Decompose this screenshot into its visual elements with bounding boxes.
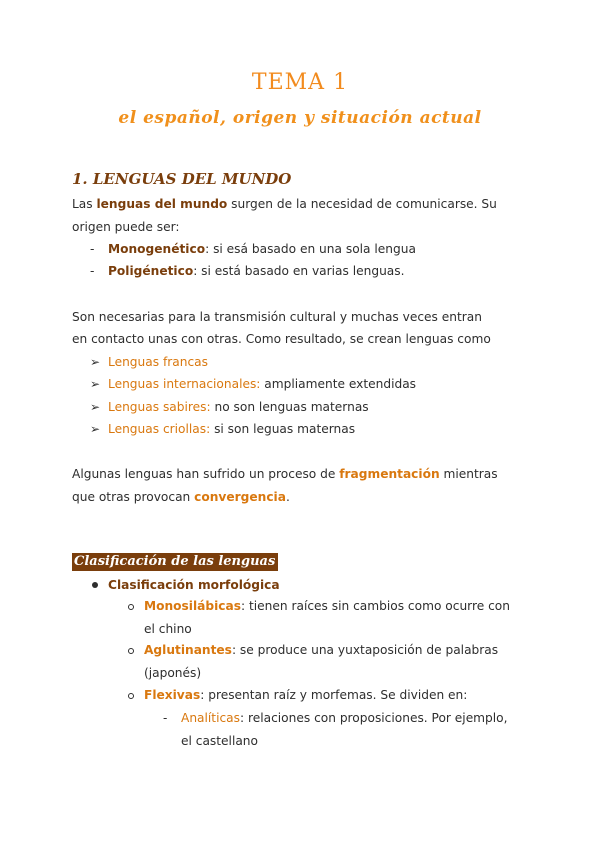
para2-line-2: en contacto unas con otras. Como resultado, se crean lenguas como	[72, 332, 491, 346]
intro-line-2: origen puede ser:	[72, 220, 180, 234]
lang-type-term: Lenguas sabires:	[108, 400, 211, 414]
lang-type-term: Lenguas internacionales:	[108, 377, 261, 391]
section-heading: 1. LENGUAS DEL MUNDO	[72, 170, 292, 188]
list-item	[181, 710, 508, 726]
flex-term: Flexivas	[144, 688, 201, 702]
morphological-term: Clasificación morfológica	[108, 578, 280, 592]
list-item	[144, 598, 510, 614]
para3-text: .	[285, 490, 290, 504]
arrow-bullet: ➢	[90, 355, 101, 369]
dash-bullet: -	[90, 264, 95, 278]
aglu-text: : se produce una yuxtaposición de palabras	[231, 643, 499, 657]
intro-text: surgen de la necesidad de comunicarse. Su	[227, 197, 497, 211]
lang-type-text: si son leguas maternas	[210, 422, 356, 436]
classification-level1	[108, 577, 280, 593]
page-title: TEMA 1	[251, 70, 349, 95]
convergence-term: convergencia	[194, 490, 286, 504]
dash-bullet: -	[163, 711, 168, 725]
arrow-bullet: ➢	[90, 400, 101, 414]
dash-bullet: -	[90, 242, 95, 256]
list-item	[108, 399, 369, 415]
list-item	[108, 354, 208, 370]
intro-text: Las	[72, 197, 97, 211]
origin-term: Monogenético	[108, 242, 206, 256]
list-item	[108, 263, 404, 279]
intro-term: lenguas del mundo	[96, 197, 228, 211]
para3-text: mientras	[439, 467, 498, 481]
lang-type-text: no son lenguas maternas	[210, 400, 369, 414]
hollow-bullet	[128, 693, 134, 699]
para3-line-2	[72, 489, 290, 505]
flex-text: : presentan raíz y morfemas. Se dividen en:	[200, 688, 468, 702]
para3-line-1	[72, 466, 498, 482]
intro-line-1	[72, 196, 497, 212]
aglu-term: Aglutinantes	[144, 643, 232, 657]
anal-text: : relaciones con proposiciones. Por ejemplo,	[240, 711, 508, 725]
fragmentation-term: fragmentación	[339, 467, 440, 481]
list-item-continuation: (japonés)	[144, 666, 202, 680]
lang-type-text: ampliamente extendidas	[260, 377, 417, 391]
list-item	[108, 421, 355, 437]
list-item	[108, 241, 416, 257]
hollow-bullet	[128, 604, 134, 610]
anal-term: Analíticas	[181, 711, 240, 725]
mono-text: : tienen raíces sin cambios como ocurre con	[241, 599, 510, 613]
origin-term: Poligénetico	[108, 264, 194, 278]
list-item	[144, 642, 498, 658]
para3-text: que otras provocan	[72, 490, 195, 504]
list-item-continuation: el castellano	[181, 734, 258, 748]
classification-heading: Clasificación de las lenguas	[72, 553, 278, 571]
arrow-bullet: ➢	[90, 422, 101, 436]
list-item-continuation: el chino	[144, 622, 192, 636]
lang-type-term: Lenguas criollas:	[108, 422, 211, 436]
lang-type-term: Lenguas francas	[108, 355, 208, 369]
para3-text: Algunas lenguas han sufrido un proceso de	[72, 467, 340, 481]
origin-text: : si está basado en varias lenguas.	[193, 264, 405, 278]
mono-term: Monosilábicas	[144, 599, 241, 613]
para2-line-1: Son necesarias para la transmisión cultural y muchas veces entran	[72, 310, 482, 324]
list-item	[108, 376, 416, 392]
arrow-bullet: ➢	[90, 377, 101, 391]
filled-bullet	[92, 582, 98, 588]
list-item	[144, 687, 467, 703]
hollow-bullet	[128, 648, 134, 654]
page-subtitle: el español, origen y situación actual	[118, 108, 482, 128]
origin-text: : si esá basado en una sola lengua	[205, 242, 416, 256]
